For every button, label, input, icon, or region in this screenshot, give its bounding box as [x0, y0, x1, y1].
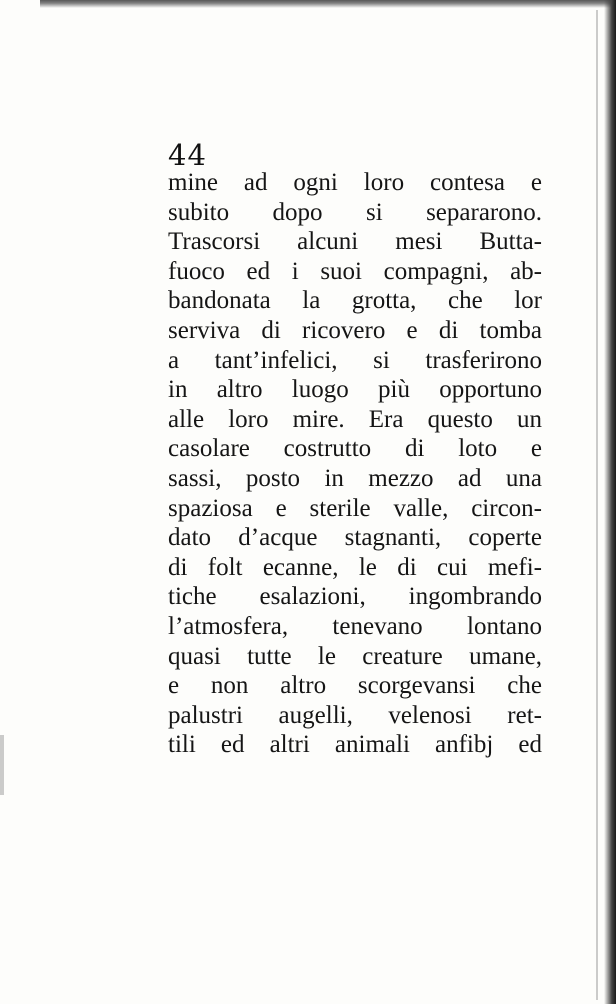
text-line: quasi tutte le creature umane, [168, 642, 542, 670]
text-line: di folt ecanne, le di cui mefi- [168, 553, 542, 581]
text-line: l’atmosfera, tenevano lontano [168, 612, 542, 640]
page-number: 44 [168, 138, 207, 172]
scan-top-edge [40, 0, 616, 8]
text-line: fuoco ed i suoi compagni, ab- [168, 257, 542, 285]
text-line: e non altro scorgevansi che [168, 672, 542, 700]
text-line: palustri augelli, velenosi ret- [168, 701, 542, 729]
scan-left-mark [0, 735, 4, 795]
text-line: subito dopo si separarono. [168, 198, 542, 226]
text-line: dato d’acque stagnanti, coperte [168, 524, 542, 552]
text-line: alle loro mire. Era questo un [168, 405, 542, 433]
text-line: tili ed altri animali anfibj ed [168, 731, 542, 759]
text-line: in altro luogo più opportuno [168, 376, 542, 404]
scan-binding-edge [604, 0, 616, 1004]
text-line: a tant’infelici, si trasferirono [168, 346, 542, 374]
body-text [168, 168, 542, 760]
scan-edge-line [596, 10, 598, 1000]
text-line: mine ad ogni loro contesa e [168, 169, 542, 196]
text-line: bandonata la grotta, che lor [168, 287, 542, 315]
text-line: serviva di ricovero e di tomba [168, 316, 542, 344]
text-line: spaziosa e sterile valle, circon- [168, 494, 542, 522]
text-line: sassi, posto in mezzo ad una [168, 464, 542, 492]
text-line: casolare costrutto di loto e [168, 435, 542, 463]
text-line: Trascorsi alcuni mesi Butta- [168, 228, 542, 256]
text-line: tiche esalazioni, ingombrando [168, 583, 542, 611]
